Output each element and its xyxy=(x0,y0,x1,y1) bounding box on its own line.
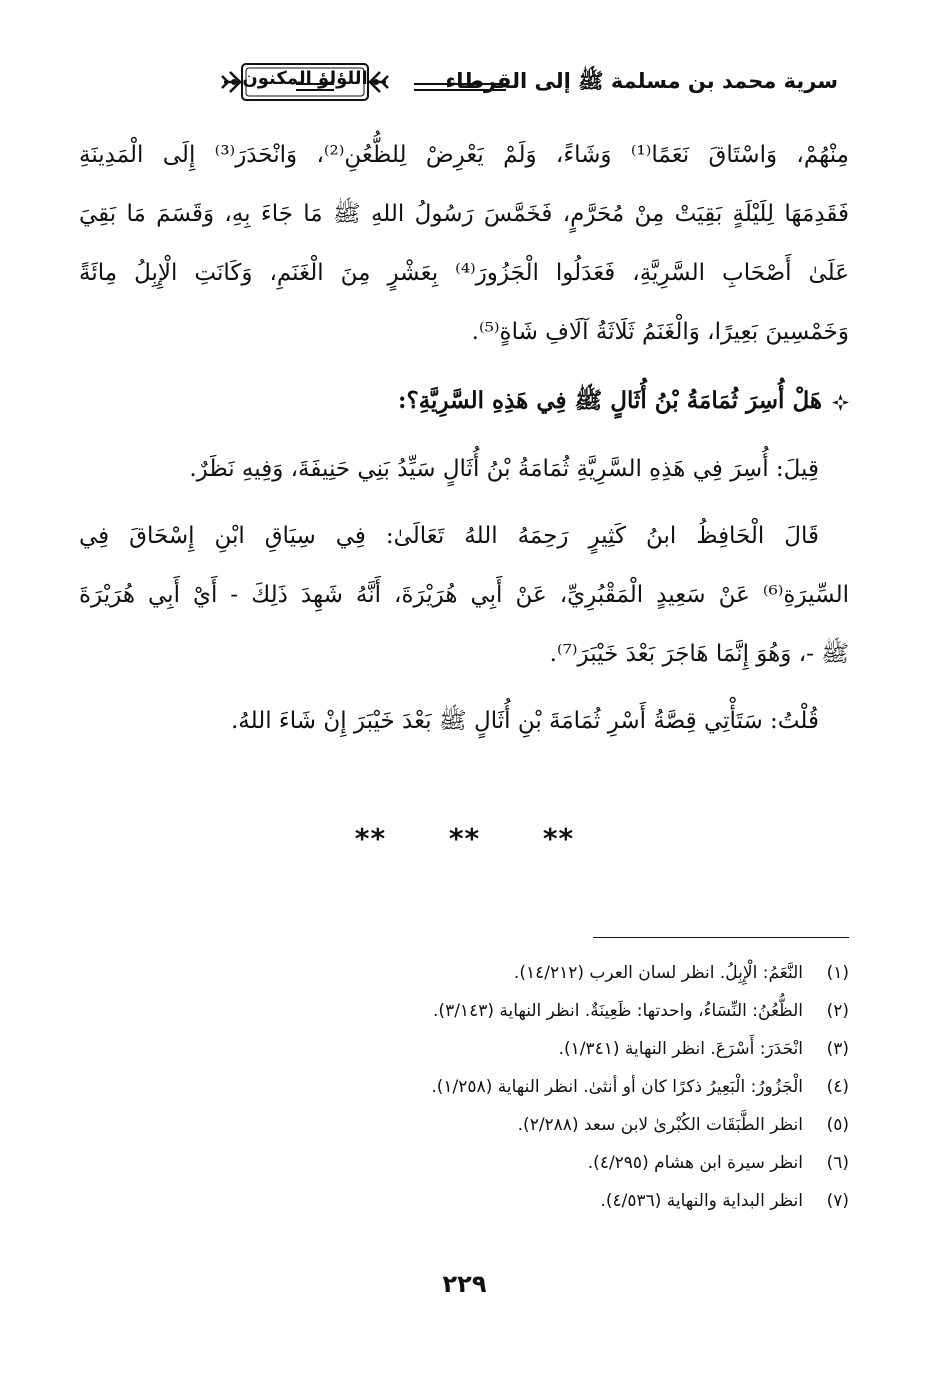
separator-mark: ** xyxy=(354,822,387,855)
text-line: قِيلَ: أُسِرَ فِي هَذِهِ السَّرِيَّةِ ثُمَامَةُ بْنُ أُثَالٍ سَيِّدُ بَنِي حَنِيفَةَ، وَفِيهِ نَظَرٌ. xyxy=(189,456,819,482)
footnote-number: (٦) xyxy=(826,1153,849,1173)
text-line: مِنْهُمْ، وَاسْتَاقَ نَعَمًا⁽¹⁾ وَشَاءً، وَلَمْ يَعْرِضْ لِلظُّعُنِ⁽²⁾، وَانْحَدَرَ⁽³⁾ إِلَى الْمَدِينَةِ xyxy=(79,142,849,168)
footnote xyxy=(79,1106,849,1144)
footnote-number: (٣) xyxy=(826,1039,849,1059)
footnote-text: الظُّعُنُ: النِّسَاءُ، واحدتها: ظَعِينَةٌ. انظر النهاية (٣/١٤٣). xyxy=(433,1001,803,1021)
paragraph-1 xyxy=(79,126,849,362)
footnote-text: انْحَدَرَ: أَسْرَعَ. انظر النهاية (١/٣٤١). xyxy=(558,1039,803,1059)
footnote-number: (٤) xyxy=(826,1077,849,1097)
book-title: اللؤلؤ المكنون xyxy=(242,68,368,89)
footnote xyxy=(79,1182,849,1220)
footnote-number: (٢) xyxy=(826,1001,849,1021)
running-header xyxy=(98,58,838,110)
footnote xyxy=(79,992,849,1030)
text-line: عَلَىٰ أَصْحَابِ السَّرِيَّةِ، فَعَدَلُوا الْجَزُورَ⁽⁴⁾ بِعَشْرٍ مِنَ الْغَنَمِ، وَكَانَتِ الْإِبِلُ مِائَةً xyxy=(79,260,849,286)
footnote xyxy=(79,1144,849,1182)
header-rule xyxy=(296,83,334,91)
footnote-text: الْجَزُورُ: الْبَعِيرُ ذكرًا كان أو أنثىٰ. انظر النهاية (١/٢٥٨). xyxy=(431,1077,803,1097)
text-line: السِّيرَةِ⁽⁶⁾ عَنْ سَعِيدٍ الْمَقْبُرِيِّ، عَنْ أَبِي هُرَيْرَةَ، أَنَّهُ شَهِدَ ذَلِكَ - أَيْ أَبِي هُرَيْرَةَ xyxy=(79,582,849,608)
footnote xyxy=(79,954,849,992)
main-text xyxy=(79,126,849,751)
paragraph-4 xyxy=(79,692,849,751)
text-line: وَخَمْسِينَ بَعِيرًا، وَالْغَنَمُ ثَلَاثَةُ آلَافِ شَاةٍ⁽⁵⁾. xyxy=(471,319,849,345)
footnote-rule xyxy=(593,937,849,938)
footnote xyxy=(79,1068,849,1106)
footnote-text: النَّعَمُ: الْإِبِلُ. انظر لسان العرب (١٤/٢١٢). xyxy=(513,963,803,983)
paragraph-2 xyxy=(79,440,849,499)
footnote xyxy=(79,1030,849,1068)
footnote-text: انظر الطَّبَقَات الكُبْرىٰ لابن سعد (٢/٢٨٨). xyxy=(517,1115,803,1135)
ornament-bullet-icon xyxy=(832,394,849,411)
section-heading-text: هَلْ أُسِرَ ثُمَامَةُ بْنُ أُثَالٍ ﷺ فِي هَذِهِ السَّرِيَّةِ؟: xyxy=(398,387,822,414)
footnote-text: انظر البداية والنهاية (٤/٥٣٦). xyxy=(600,1191,803,1211)
text-line: فَقَدِمَهَا لِلَيْلَةٍ بَقِيَتْ مِنْ مُحَرَّمٍ، فَخَمَّسَ رَسُولُ اللهِ ﷺ مَا جَاءَ بِهِ، وَقَسَمَ مَا بَقِيَ xyxy=(79,201,849,227)
paragraph-3 xyxy=(79,507,849,684)
page-number: ٢٢٩ xyxy=(442,1270,487,1298)
footnote-number: (١) xyxy=(826,963,849,983)
separator-mark: ** xyxy=(542,822,575,855)
footnotes xyxy=(79,954,849,1220)
text-line: قَالَ الْحَافِظُ ابنُ كَثِيرٍ رَحِمَهُ اللهُ تَعَالَىٰ: فِي سِيَاقِ ابْنِ إِسْحَاقَ فِي xyxy=(79,523,819,549)
header-rule xyxy=(414,83,506,91)
text-line: قُلْتُ: سَتَأْتِي قِصَّةُ أَسْرِ ثُمَامَةَ بْنِ أُثَالٍ ﷺ بَعْدَ خَيْبَرَ إِنْ شَاءَ اللهُ. xyxy=(230,708,819,734)
footnote-text: انظر سيرة ابن هشام (٤/٢٩٥). xyxy=(587,1153,803,1173)
footnote-number: (٥) xyxy=(826,1115,849,1135)
book-title-cartouche xyxy=(220,58,390,106)
footnote-number: (٧) xyxy=(826,1191,849,1211)
section-heading xyxy=(79,370,849,432)
text-line: ﷺ -، وَهُوَ إِنَّمَا هَاجَرَ بَعْدَ خَيْبَرَ⁽⁷⁾. xyxy=(549,641,849,667)
chapter-title: سرية محمد بن مسلمة ﷺ إلى القرطاء xyxy=(445,69,838,93)
section-separator xyxy=(0,822,929,855)
separator-mark: ** xyxy=(448,822,481,855)
